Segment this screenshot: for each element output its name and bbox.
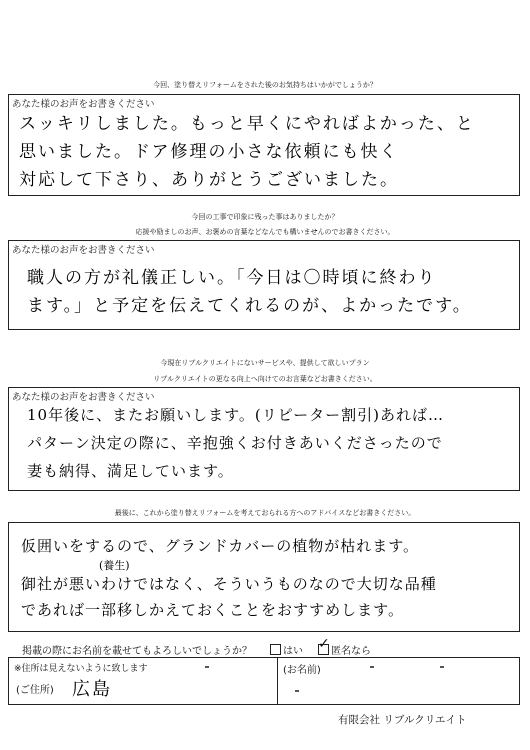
answer-3-line-2: パターン決定の際に、辛抱強くお付きあいくださったので [27,434,443,452]
answer-box-2 [8,240,520,330]
checkbox-yes[interactable] [270,644,281,655]
answer-4-line-3: であれば一部移しかえておくことをおすすめします。 [21,601,404,619]
redaction-mark [370,666,374,668]
question-2-line-2: 応援や励ましのお声、お褒めの言葉などなんでも構いませんのでお書きください。 [135,228,395,236]
redaction-mark [295,690,299,692]
option-anonymous[interactable]: ✓ 匿名なら [318,636,371,657]
answer-label: あなた様のお声をお書きください [12,392,155,403]
answer-label: あなた様のお声をお書きください [12,99,155,110]
answer-2-line-1: 職人の方が礼儀正しい。「今日は〇時頃に終わり [27,268,437,288]
address-label: (ご住所) [16,685,54,696]
checkmark-icon: ✓ [318,636,330,652]
contact-divider [277,657,278,705]
redaction-mark [440,666,444,668]
answer-1-line-3: 対応して下さり、ありがとうございました。 [19,170,399,190]
question-1: 今回、塗り替えリフォームをされた後のお気持ちはいかがでしょうか？ [153,81,377,89]
answer-label: あなた様のお声をお書きください [12,245,155,256]
answer-4-line-2: 御社が悪いわけではなく、そういうものなので大切な品種 [21,575,437,593]
answer-3-line-1: 10年後に、またお願いします。(リピーター割引)あれば… [27,406,444,424]
company-name: 有限会社 リブルクリエイト [338,714,467,726]
answer-3-line-3: 妻も納得、満足しています。 [27,462,234,480]
redaction-mark [205,666,209,668]
answer-2-line-2: ます。」と予定を伝えてくれるのが、よかったです。 [27,296,472,316]
answer-4-annotation: (養生) [99,559,130,572]
answer-1-line-2: 思いました。ドア修理の小さな依頼にも快く [19,142,399,162]
answer-box-1 [8,94,520,196]
option-yes[interactable]: はい [268,642,303,657]
answer-4-line-1: 仮囲いをするので、グランドカバーの植物が枯れます。 [21,537,420,555]
question-3-line-2: リブルクリエイトの更なる向上へ向けてのお言葉などお書きください。 [153,375,377,383]
publish-question: 掲載の際にお名前を載せてもよろしいでしょうか？ [22,646,252,657]
answer-box-3 [8,387,520,491]
name-label: (お名前) [283,665,321,676]
answer-box-4 [8,522,520,632]
address-note: ※住所は見えないように致します [14,664,148,674]
answer-1-line-1: スッキリしました。もっと早くにやればよかった、と [19,114,475,134]
question-4: 最後に、これから塗り替えリフォームを考えておられる方へのアドバイスなどお書きください。 [114,509,416,517]
checkbox-anonymous[interactable] [318,636,330,655]
question-2-line-1: 今回の工事で印象に残った事はありましたか？ [191,213,339,221]
question-3-line-1: 今現在リブルクリエイトにないサービスや、提供して欲しいプラン [160,359,370,367]
address-value: 広島 [72,679,112,700]
